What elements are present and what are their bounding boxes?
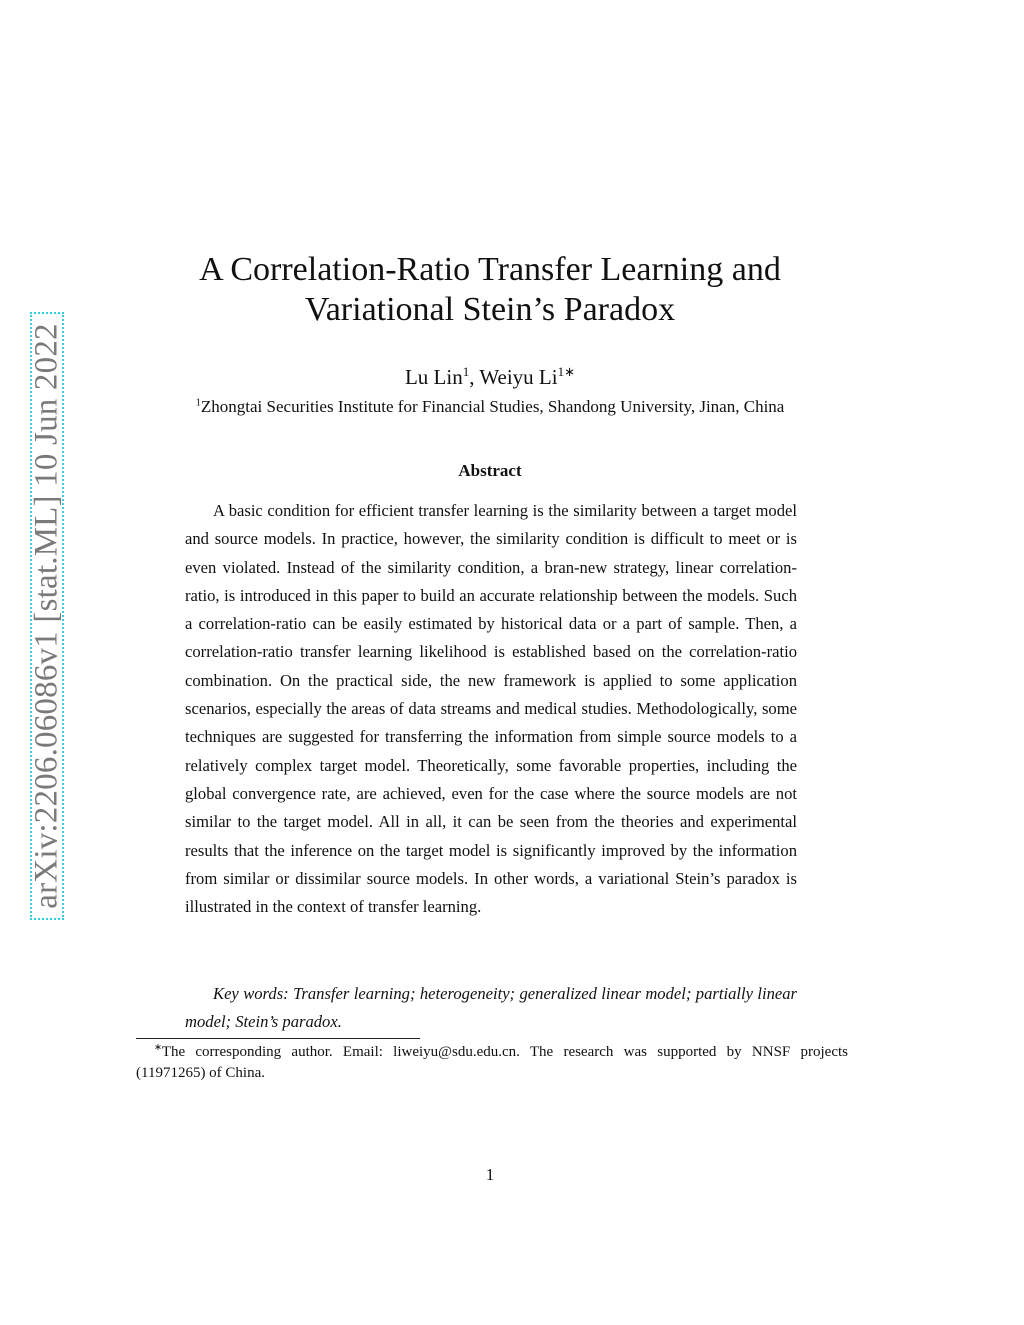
title-line-2: Variational Stein’s Paradox bbox=[304, 291, 676, 328]
author-name: Lu Lin bbox=[404, 365, 463, 389]
abstract-body: A basic condition for efficient transfer learning is the similarity between a target model and source models. In practice, however, the similarity condition is difficult to meet or is even violated. Instead of the similarity condition, a bran-new strategy, linear correlation-ratio, is introduced in this paper to build an accurate relationship between the models. Such a correlation-ratio can be easily estimated by historical data or a part of sample. Then, a correlation-ratio transfer learning likelihood is established based on the correlation-ratio combination. On the practical side, the new framework is applied to some application scenarios, especially the areas of data streams and medical studies. Methodologically, some techniques are suggested for transferring the information from simple source models to a relatively complex target model. Theoretically, some favorable properties, including the global convergence rate, are achieved, even for the case where the source models are not similar to the target model. All in all, it can be seen from the theories and experimental results that the inference on the target model is significantly improved by the information from similar or dissimilar source models. In other words, a variational Stein’s paradox is illustrated in the context of transfer learning. bbox=[185, 501, 797, 917]
author-affiliation-mark: 1∗ bbox=[557, 364, 576, 379]
author-separator: , bbox=[469, 365, 480, 389]
affiliation bbox=[120, 396, 860, 418]
page-number: 1 bbox=[485, 1165, 495, 1184]
keywords: Key words: Transfer learning; heterogeneity; generalized linear model; partially linear model; Stein’s paradox. bbox=[185, 984, 797, 1031]
footnote-mark: ∗ bbox=[154, 1043, 162, 1053]
paper-title bbox=[140, 250, 840, 330]
abstract-heading: Abstract bbox=[458, 461, 522, 480]
author-list bbox=[140, 364, 840, 390]
footnote-text: The corresponding author. Email: liweiyu@sdu.edu.cn. The research was supported by NNSF projects (11971265) of China. bbox=[136, 1044, 848, 1081]
arxiv-stamp bbox=[30, 312, 64, 920]
footnote bbox=[136, 1042, 848, 1084]
affiliation-text: Zhongtai Securities Institute for Financial Studies, Shandong University, Jinan, China bbox=[200, 397, 785, 416]
footnote-divider bbox=[136, 1038, 420, 1039]
affiliation-mark: 1 bbox=[195, 397, 201, 409]
title-line-1: A Correlation-Ratio Transfer Learning and bbox=[199, 251, 781, 288]
author-name: Weiyu Li bbox=[479, 365, 558, 389]
arxiv-identifier: arXiv:2206.06086v1 [stat.ML] 10 Jun 2022 bbox=[28, 323, 65, 909]
author-affiliation-mark: 1 bbox=[462, 364, 470, 379]
